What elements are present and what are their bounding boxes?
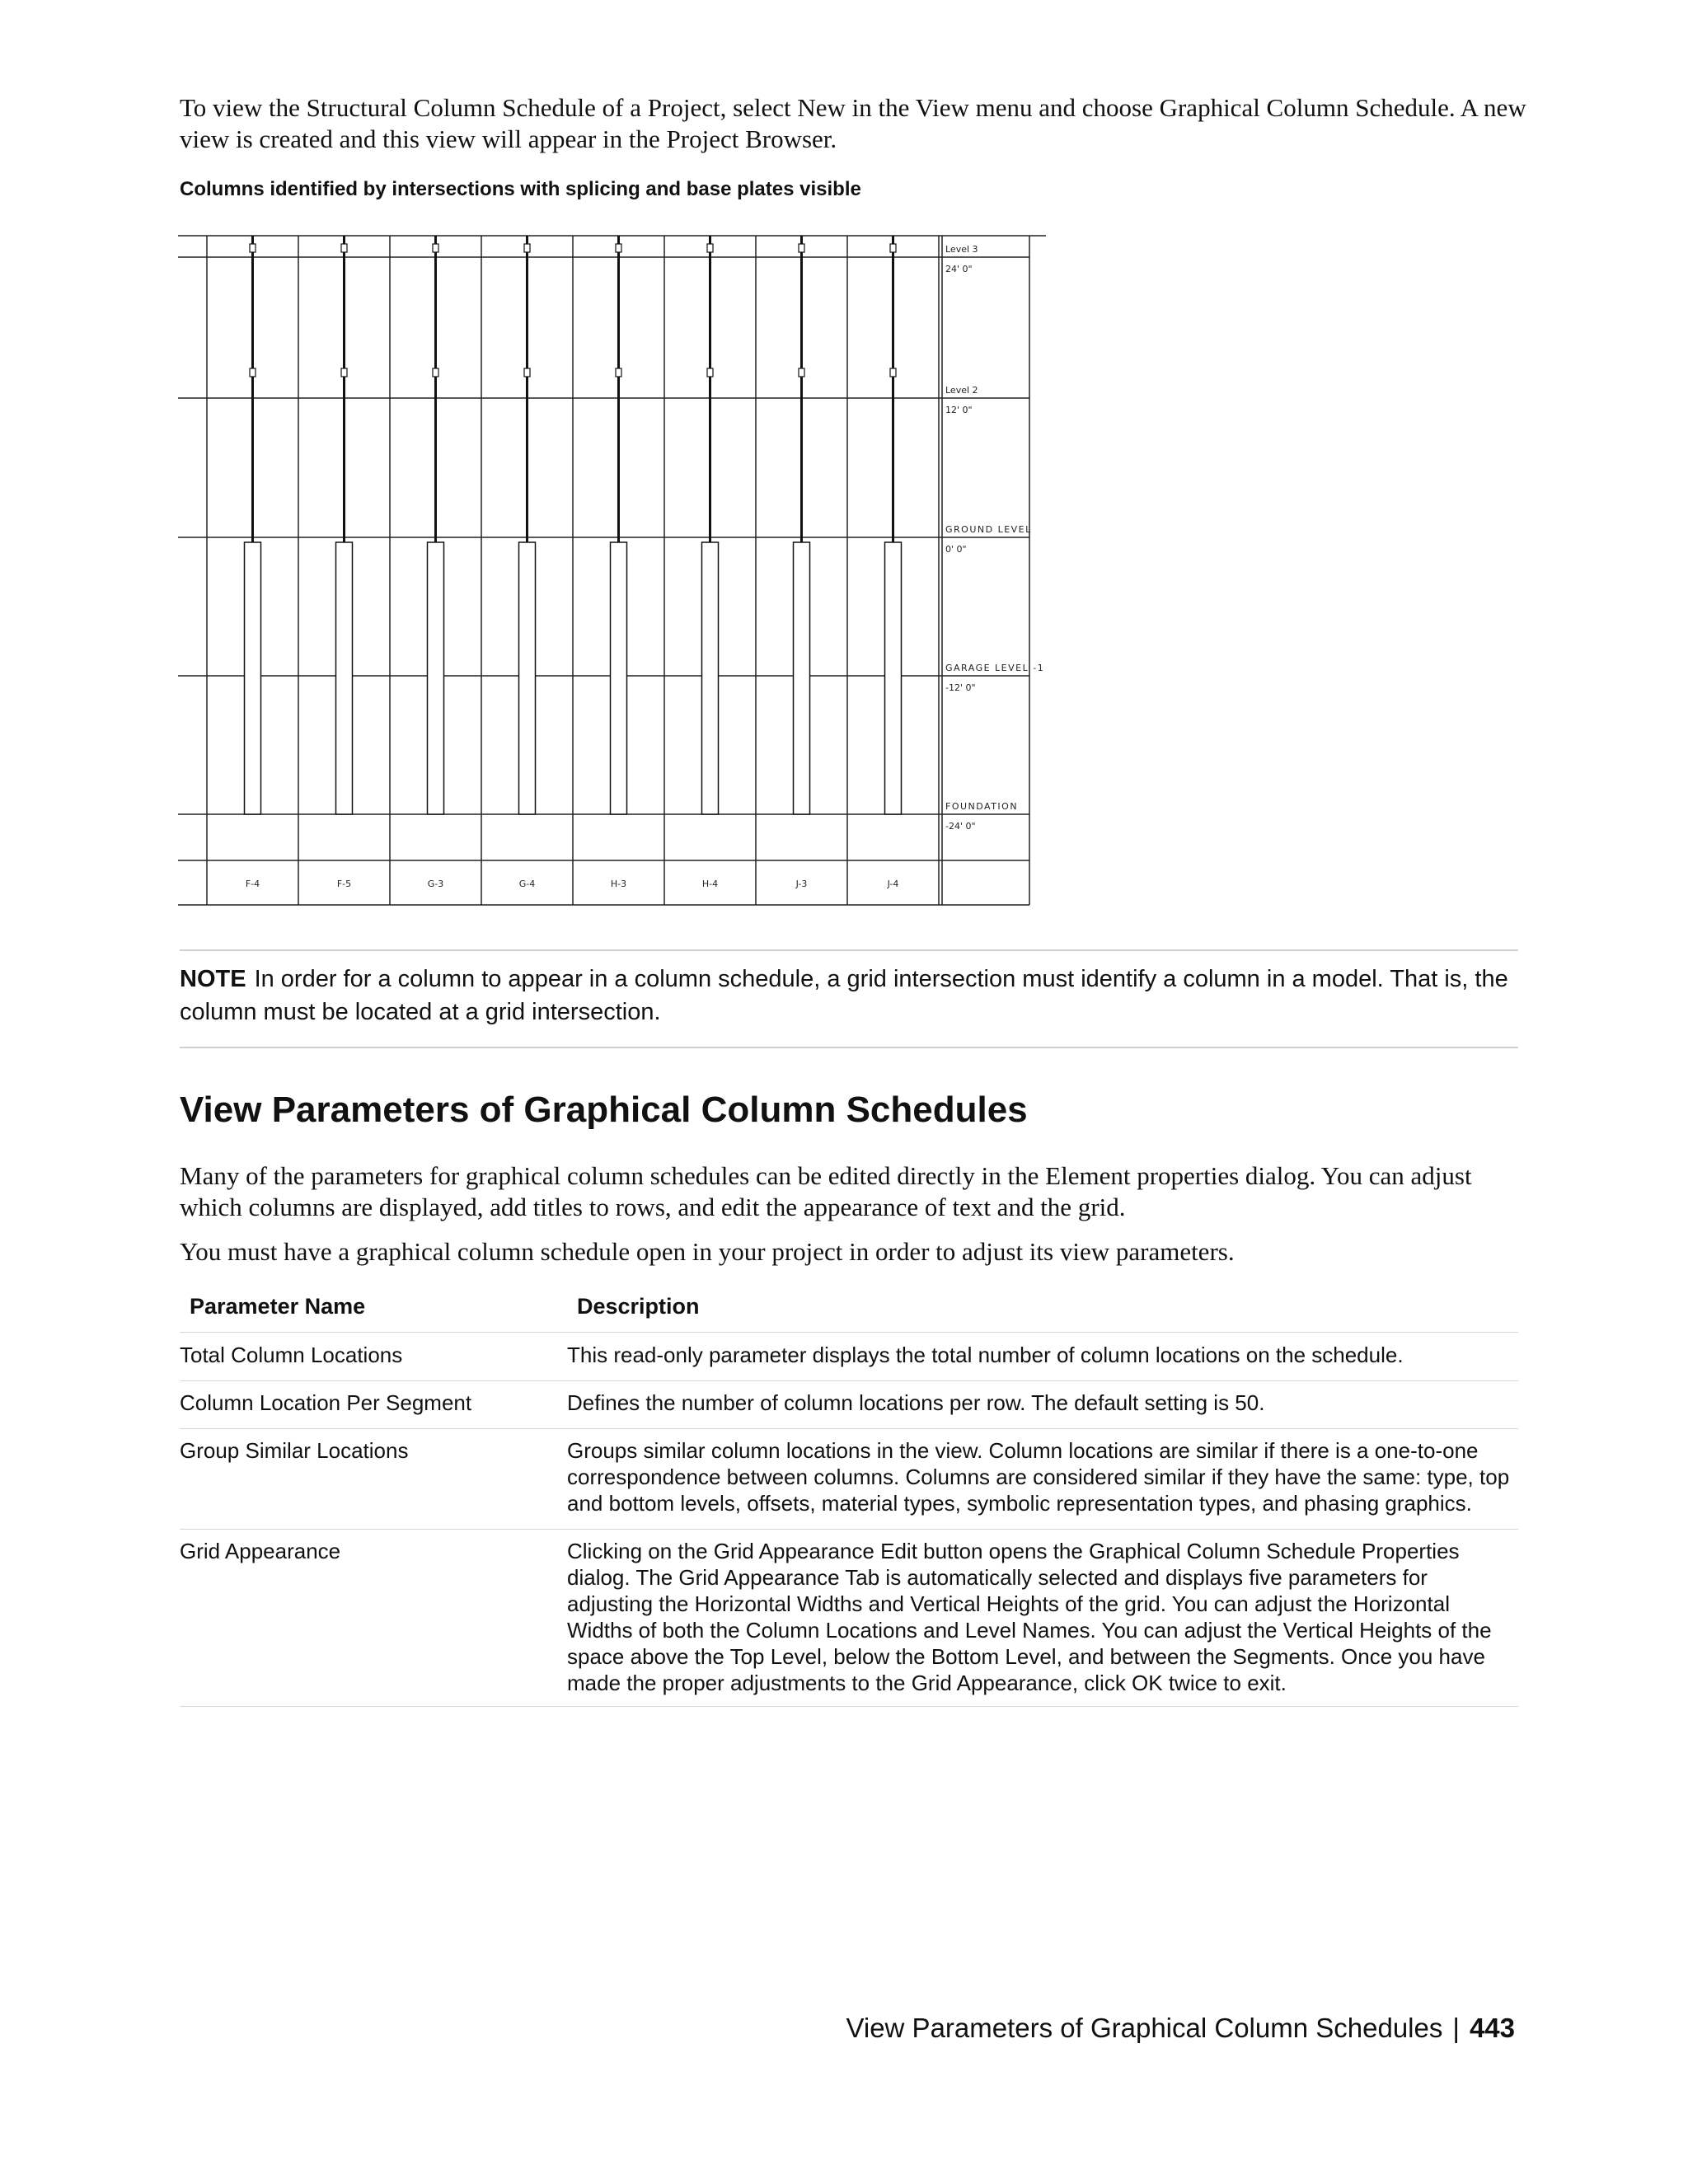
table-row-name: Grid Appearance	[180, 1539, 341, 1563]
splice-marker	[341, 244, 347, 252]
table-header-description: Description	[577, 1294, 700, 1319]
level-name: Level 2	[945, 385, 978, 396]
level-elevation: 0' 0"	[945, 544, 967, 555]
concrete-column	[428, 542, 444, 814]
column-location-label: F-4	[245, 879, 260, 889]
concrete-column	[336, 542, 353, 814]
graphical-column-schedule	[178, 231, 1052, 915]
table-row-name: Total Column Locations	[180, 1343, 403, 1367]
splice-marker	[433, 244, 438, 252]
table-row-description: Clicking on the Grid Appearance Edit button opens the Graphical Column Schedule Properties dialog. The Grid Appearance Tab is automatically selected and displays five parameters for adjusting the Horizontal Widths and Vertical Heights of the grid. You can adjust the Horizontal Widths of both the Column Locations and Level Names. You can adjust the Vertical Heights of the space above the Top Level, below the Bottom Level, and between the Segments. Once you have made the proper adjustments to the Grid Appearance, click OK twice to exit.	[567, 1539, 1492, 1695]
column-location-label: J-3	[795, 879, 808, 889]
splice-marker	[250, 244, 256, 252]
splice-marker	[799, 244, 804, 252]
concrete-column	[611, 542, 627, 814]
table-row-name: Column Location Per Segment	[180, 1390, 472, 1415]
table-row-description: Groups similar column locations in the view. Column locations are similar if there is a one-to-one correspondence between columns. Columns are considered similar if they have the same: type, top and bottom levels, offsets, material types, symbolic representation types, and phasing graphics.	[567, 1438, 1510, 1516]
level-name: Level 3	[945, 244, 978, 255]
note-box	[180, 963, 1523, 1029]
section-heading: View Parameters of Graphical Column Schedules	[180, 1090, 1028, 1130]
table-row-description: This read-only parameter displays the total number of column locations on the schedule.	[567, 1343, 1404, 1367]
level-elevation: -24' 0"	[945, 821, 976, 832]
column-location-label: G-3	[427, 879, 444, 889]
level-name: FOUNDATION	[945, 801, 1019, 812]
intro-paragraph: To view the Structural Column Schedule of a Project, select New in the View menu and choose Graphical Column Schedule. A new view is created and this view will appear in the Project Browser.	[180, 93, 1526, 153]
note-bottom-rule	[180, 1047, 1518, 1048]
note-label: NOTE	[180, 966, 246, 992]
table-divider	[180, 1428, 1518, 1429]
footer-title: View Parameters of Graphical Column Schedules	[846, 2013, 1443, 2043]
splice-marker	[890, 244, 896, 252]
column-location-labels	[246, 879, 899, 889]
concrete-column	[885, 542, 902, 814]
splice-marker	[524, 244, 530, 252]
splice-marker	[890, 368, 896, 377]
column-location-label: J-4	[887, 879, 899, 889]
level-name: GARAGE LEVEL -1	[945, 663, 1045, 673]
table-row-name: Group Similar Locations	[180, 1438, 409, 1463]
splice-marker	[250, 368, 256, 377]
table-row-description: Defines the number of column locations per row. The default setting is 50.	[567, 1390, 1265, 1415]
level-name: GROUND LEVEL	[945, 524, 1032, 535]
splice-marker	[799, 368, 804, 377]
column-location-label: H-3	[610, 879, 627, 889]
splice-marker	[616, 368, 621, 377]
note-text: In order for a column to appear in a column schedule, a grid intersection must identify a column in a model. That is, the column must be located at a grid intersection.	[180, 966, 1508, 1025]
table-divider	[180, 1706, 1518, 1707]
concrete-column	[519, 542, 536, 814]
column-location-label: F-5	[336, 879, 352, 889]
page-footer	[846, 2013, 1515, 2044]
table-divider	[180, 1332, 1518, 1333]
splice-marker	[341, 368, 347, 377]
note-top-rule	[180, 949, 1518, 951]
column-location-label: H-4	[701, 879, 719, 889]
splice-marker	[524, 368, 530, 377]
level-elevation: -12' 0"	[945, 682, 976, 693]
body-paragraph-2: You must have a graphical column schedule open in your project in order to adjust its view parameters.	[180, 1237, 1235, 1266]
page-number: 443	[1469, 2013, 1515, 2043]
figure-caption: Columns identified by intersections with splicing and base plates visible	[180, 178, 861, 200]
table-header-parameter-name: Parameter Name	[190, 1294, 366, 1319]
concrete-column	[794, 542, 810, 814]
footer-separator: |	[1452, 2013, 1460, 2043]
table-divider	[180, 1529, 1518, 1530]
level-elevation: 12' 0"	[945, 405, 973, 415]
table-divider	[180, 1380, 1518, 1381]
concrete-column	[702, 542, 719, 814]
splice-marker	[707, 244, 713, 252]
body-paragraph-1: Many of the parameters for graphical column schedules can be edited directly in the Element properties dialog. You can adjust which columns are displayed, add titles to rows, and edit the appearance of text and the grid.	[180, 1161, 1472, 1221]
level-elevation: 24' 0"	[945, 264, 973, 274]
splice-marker	[433, 368, 438, 377]
concrete-column	[245, 542, 261, 814]
splice-marker	[616, 244, 621, 252]
column-location-label: G-4	[518, 879, 536, 889]
splice-marker	[707, 368, 713, 377]
